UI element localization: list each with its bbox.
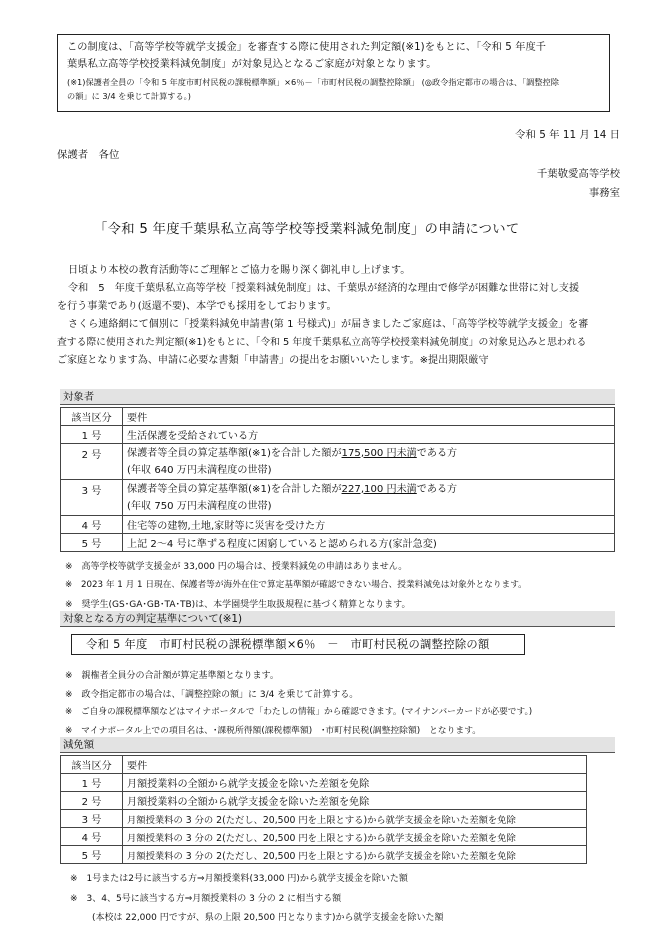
notice-sub-2: の額」に 3/4 を乗じて計算する。) [67, 91, 191, 101]
reduction-heading: 減免額 [60, 737, 615, 753]
income-threshold: 227,100 円未満 [341, 483, 417, 495]
income-threshold: 175,500 円未満 [341, 447, 417, 459]
intro-line-4: さくら連絡網にて個別に「授業料減免申請書(第 1 号様式)」が届きましたご家庭は、「高等学校等就学支援金」を審 [68, 319, 589, 330]
addressee: 保護者 各位 [57, 149, 120, 161]
intro-line-6: ご家庭となります為、申請に必要な書類「申請書」の提出をお願いいたします。※提出期限厳守 [57, 355, 489, 366]
requirement-text: である方 [416, 447, 458, 459]
judgement-heading: 対象となる方の判定基準について(※1) [60, 611, 615, 627]
requirement-cell: 生活保護を受給されている方 [123, 426, 615, 444]
requirement-text: である方 [416, 483, 458, 495]
requirement-text: 保護者等全員の算定基準額(※1)を合計した額が [127, 447, 342, 459]
targets-heading: 対象者 [60, 389, 615, 405]
judgement-note-3: ※ ご自身の課税標準額などはマイナポータルで「わたしの情報」から確認できます。(マイナンバーカードが必要です。) [65, 707, 533, 717]
category-cell: 2 号 [61, 444, 123, 480]
formula-box: 令和 5 年度 市町村民税の課税標準額×6％ － 市町村民税の調整控除の額 [71, 634, 525, 655]
notice-line-1: この制度は、「高等学校等就学支援金」を審査する際に使用された判定額(※1)をもとに、「令和 5 年度千 [67, 42, 547, 53]
requirement-cell [123, 444, 615, 480]
category-cell: 5 号 [61, 846, 123, 864]
table-row [61, 774, 587, 792]
target-note-1: ※ 高等学校等就学支援金が 33,000 円の場合は、授業料減免の申請はありません。 [65, 562, 408, 572]
date: 令和 5 年 11 月 14 日 [515, 129, 620, 141]
reduction-note-2: ※ 3、4、5号に該当する方⇒月額授業料の 3 分の 2 に相当する額 [70, 894, 342, 904]
category-cell: 3 号 [61, 480, 123, 516]
reduction-cell: 月額授業料の 3 分の 2(ただし、20,500 円を上限とする)から就学支援金を除いた差額を免除 [123, 828, 587, 846]
table-row [61, 792, 587, 810]
table-row [61, 828, 587, 846]
reduction-cell: 月額授業料の 3 分の 2(ただし、20,500 円を上限とする)から就学支援金を除いた差額を免除 [123, 846, 587, 864]
requirement-cell: 上記 2～4 号に準ずる程度に困窮していると認められる方(家計急変) [123, 534, 615, 552]
table-row [61, 810, 587, 828]
intro-line-1: 日頃より本校の教育活動等にご理解とご協力を賜り深く御礼申し上げます。 [68, 265, 411, 276]
reduction-note-3: (本校は 22,000 円ですが、県の上限 20,500 円となります)から就学支援金を除いた額 [92, 913, 444, 923]
table-row [61, 426, 615, 444]
reduction-note-1: ※ 1号または2号に該当する方⇒月額授業料(33,000 円)から就学支援金を除いた額 [70, 874, 408, 884]
intro-line-3: を行う事業であり(返還不要)、本学でも採用をしております。 [57, 301, 337, 312]
table-row [61, 408, 615, 426]
col-header-requirement: 要件 [123, 408, 615, 426]
reduction-cell: 月額授業料の 3 分の 2(ただし、20,500 円を上限とする)から就学支援金を除いた差額を免除 [123, 810, 587, 828]
intro-line-5: 査する際に使用された判定額(※1)をもとに、「令和 5 年度千葉県私立高等学校授業料減免制度」の対象見込みと思われる [57, 337, 587, 348]
target-note-3: ※ 奨学生(GS･GA･GB･TA･TB)は、本学園奨学生取扱規程に基づく精算となります。 [65, 600, 411, 610]
notice-line-2: 葉県私立高等学校授業料減免制度」が対象見込となるご家庭が対象となります。 [67, 59, 437, 70]
page-title: 「令和 5 年度千葉県私立高等学校等授業料減免制度」の申請について [94, 222, 520, 237]
school-name: 千葉敬愛高等学校 [536, 168, 620, 180]
col-header-category: 該当区分 [61, 756, 123, 774]
col-header-category: 該当区分 [61, 408, 123, 426]
table-row [61, 756, 587, 774]
judgement-note-2: ※ 政令指定都市の場合は、「調整控除の額」に 3/4 を乗じて計算する。 [65, 690, 359, 700]
table-row [61, 846, 587, 864]
target-note-2: ※ 2023 年 1 月 1 日現在、保護者等が海外在住で算定基準額が確認できない場合、授業料減免は対象外となります。 [65, 580, 527, 590]
income-estimate: (年収 640 万円未満程度の世帯) [127, 464, 272, 476]
requirement-text: 保護者等全員の算定基準額(※1)を合計した額が [127, 483, 342, 495]
notice-box [57, 34, 610, 112]
reduction-cell: 月額授業料の全額から就学支援金を除いた差額を免除 [123, 792, 587, 810]
category-cell: 2 号 [61, 792, 123, 810]
requirement-cell: 住宅等の建物,土地,家財等に災害を受けた方 [123, 516, 615, 534]
reduction-table [60, 755, 587, 864]
table-row [61, 516, 615, 534]
table-row [61, 480, 615, 516]
office-name: 事務室 [588, 187, 620, 199]
targets-table [60, 407, 615, 552]
category-cell: 1 号 [61, 426, 123, 444]
notice-sub-1: (※1)保護者全員の「令和 5 年度市町村民税の課税標準額」×6％－「市町村民税の調整控除額」 (◎政令指定都市の場合は、「調整控除 [67, 77, 559, 87]
income-estimate: (年収 750 万円未満程度の世帯) [127, 500, 272, 512]
judgement-note-4: ※ マイナポータル上での項目名は、･課税所得額(課税標準額) ･市町村民税(調整控除額) となります。 [65, 726, 482, 736]
requirement-cell [123, 480, 615, 516]
col-header-requirement: 要件 [123, 756, 587, 774]
table-row [61, 534, 615, 552]
judgement-note-1: ※ 親権者全員分の合計額が算定基準額となります。 [65, 671, 279, 681]
category-cell: 5 号 [61, 534, 123, 552]
category-cell: 4 号 [61, 516, 123, 534]
category-cell: 4 号 [61, 828, 123, 846]
reduction-cell: 月額授業料の全額から就学支援金を除いた差額を免除 [123, 774, 587, 792]
table-row [61, 444, 615, 480]
category-cell: 1 号 [61, 774, 123, 792]
category-cell: 3 号 [61, 810, 123, 828]
intro-line-2: 令和 5 年度千葉県私立高等学校「授業料減免制度」は、千葉県が経済的な理由で修学が困難な世帯に対し支援 [68, 283, 580, 294]
